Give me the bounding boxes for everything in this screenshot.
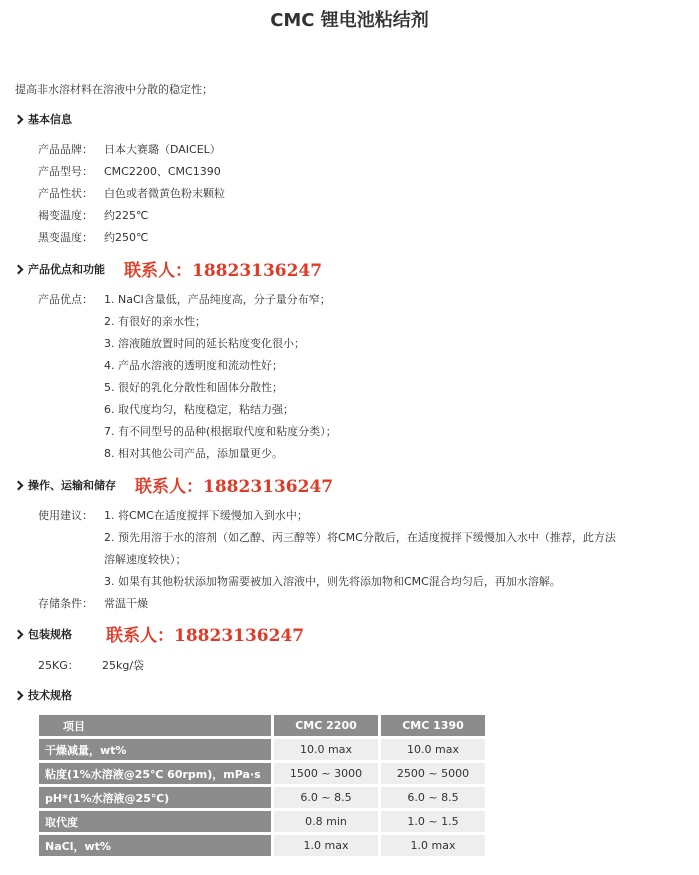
spec-value: 10.0 max	[274, 739, 378, 760]
spec-value: 1.0 max	[381, 835, 485, 856]
advantage-text: 4. 产品水溶液的透明度和流动性好；	[104, 359, 283, 372]
info-value: 约225℃	[104, 209, 149, 222]
spec-value: 1500 ~ 3000	[274, 763, 378, 784]
info-value: 日本大赛璐（DAICEL）	[104, 143, 221, 156]
advantage-text: 1. NaCl含量低，产品纯度高，分子量分布窄；	[104, 293, 331, 306]
spec-item: 取代度	[39, 811, 271, 832]
table-row	[39, 811, 485, 832]
section-heading: 技术规格	[28, 689, 72, 702]
spec-table	[36, 712, 488, 859]
spec-value: 6.0 ~ 8.5	[381, 787, 485, 808]
page-title: CMC 锂电池粘结剂	[270, 10, 429, 31]
table-row	[39, 739, 485, 760]
contact-phone: 联系人：18823136247	[106, 626, 305, 646]
info-label: 黑变温度：	[38, 231, 93, 244]
section-advantages	[14, 261, 105, 277]
advantage-text: 8. 相对其他公司产品，添加量更少。	[104, 447, 283, 460]
usage-label: 使用建议：	[38, 509, 93, 522]
table-row	[39, 763, 485, 784]
chevron-right-icon	[14, 114, 24, 124]
table-row	[39, 787, 485, 808]
chevron-right-icon	[14, 480, 24, 490]
chevron-right-icon	[14, 264, 24, 274]
advantage-text: 2. 有很好的亲水性；	[104, 315, 206, 328]
spec-value: 0.8 min	[274, 811, 378, 832]
section-heading: 产品优点和功能	[28, 263, 105, 276]
spec-item: NaCl，wt%	[39, 835, 271, 856]
spec-value: 2500 ~ 5000	[381, 763, 485, 784]
section-heading: 包装规格	[28, 628, 72, 641]
info-label: 产品型号：	[38, 165, 93, 178]
advantage-text: 6. 取代度均匀，粘度稳定，粘结力强；	[104, 403, 294, 416]
chevron-right-icon	[14, 690, 24, 700]
usage-text: 1. 将CMC在适度搅拌下缓慢加入到水中；	[104, 509, 308, 522]
info-label: 褐变温度：	[38, 209, 93, 222]
info-label: 产品品牌：	[38, 143, 93, 156]
chevron-right-icon	[14, 629, 24, 639]
advantage-text: 5. 很好的乳化分散性和固体分散性；	[104, 381, 283, 394]
spec-item: 干燥减量，wt%	[39, 739, 271, 760]
spec-header-item: 项目	[39, 715, 271, 736]
spec-value: 1.0 max	[274, 835, 378, 856]
spec-header-cmc2200: CMC 2200	[274, 715, 378, 736]
storage-value: 常温干燥	[104, 597, 148, 610]
info-value: CMC2200、CMC1390	[104, 165, 221, 178]
advantages-label: 产品优点：	[38, 293, 93, 306]
usage-text: 2. 预先用溶于水的溶剂（如乙醇、丙三醇等）将CMC分散后，在适度搅拌下缓慢加入水中（推荐，此方法	[104, 531, 616, 544]
info-label: 产品性状：	[38, 187, 93, 200]
spec-item: pH*(1%水溶液@25℃)	[39, 787, 271, 808]
section-basic-info	[14, 111, 72, 127]
spec-value: 10.0 max	[381, 739, 485, 760]
advantage-text: 7. 有不同型号的品种(根据取代度和粘度分类）；	[104, 425, 337, 438]
spec-item: 粘度(1%水溶液@25℃ 60rpm)，mPa·s	[39, 763, 271, 784]
section-heading: 基本信息	[28, 113, 72, 126]
spec-value: 6.0 ~ 8.5	[274, 787, 378, 808]
packaging-value: 25kg/袋	[102, 659, 145, 672]
spec-header-row	[39, 715, 485, 736]
advantage-text: 3. 溶液随放置时间的延长粘度变化很小；	[104, 337, 305, 350]
spec-header-cmc1390: CMC 1390	[381, 715, 485, 736]
contact-phone: 联系人：18823136247	[135, 477, 334, 497]
intro-text: 提高非水溶材料在溶液中分散的稳定性；	[15, 83, 213, 96]
table-row	[39, 835, 485, 856]
contact-phone: 联系人：18823136247	[124, 261, 323, 281]
packaging-label: 25KG：	[38, 659, 79, 672]
section-handling	[14, 477, 116, 493]
section-heading: 操作、运输和储存	[28, 479, 116, 492]
info-value: 白色或者微黄色粉末颗粒	[104, 187, 225, 200]
usage-text: 3. 如果有其他粉状添加物需要被加入溶液中，则先将添加物和CMC混合均匀后，再加水溶解。	[104, 575, 561, 588]
section-tech-specs	[14, 687, 72, 703]
section-packaging	[14, 626, 72, 642]
storage-label: 存储条件：	[38, 597, 93, 610]
info-value: 约250℃	[104, 231, 149, 244]
usage-text: 溶解速度较快）；	[104, 553, 187, 566]
spec-value: 1.0 ~ 1.5	[381, 811, 485, 832]
